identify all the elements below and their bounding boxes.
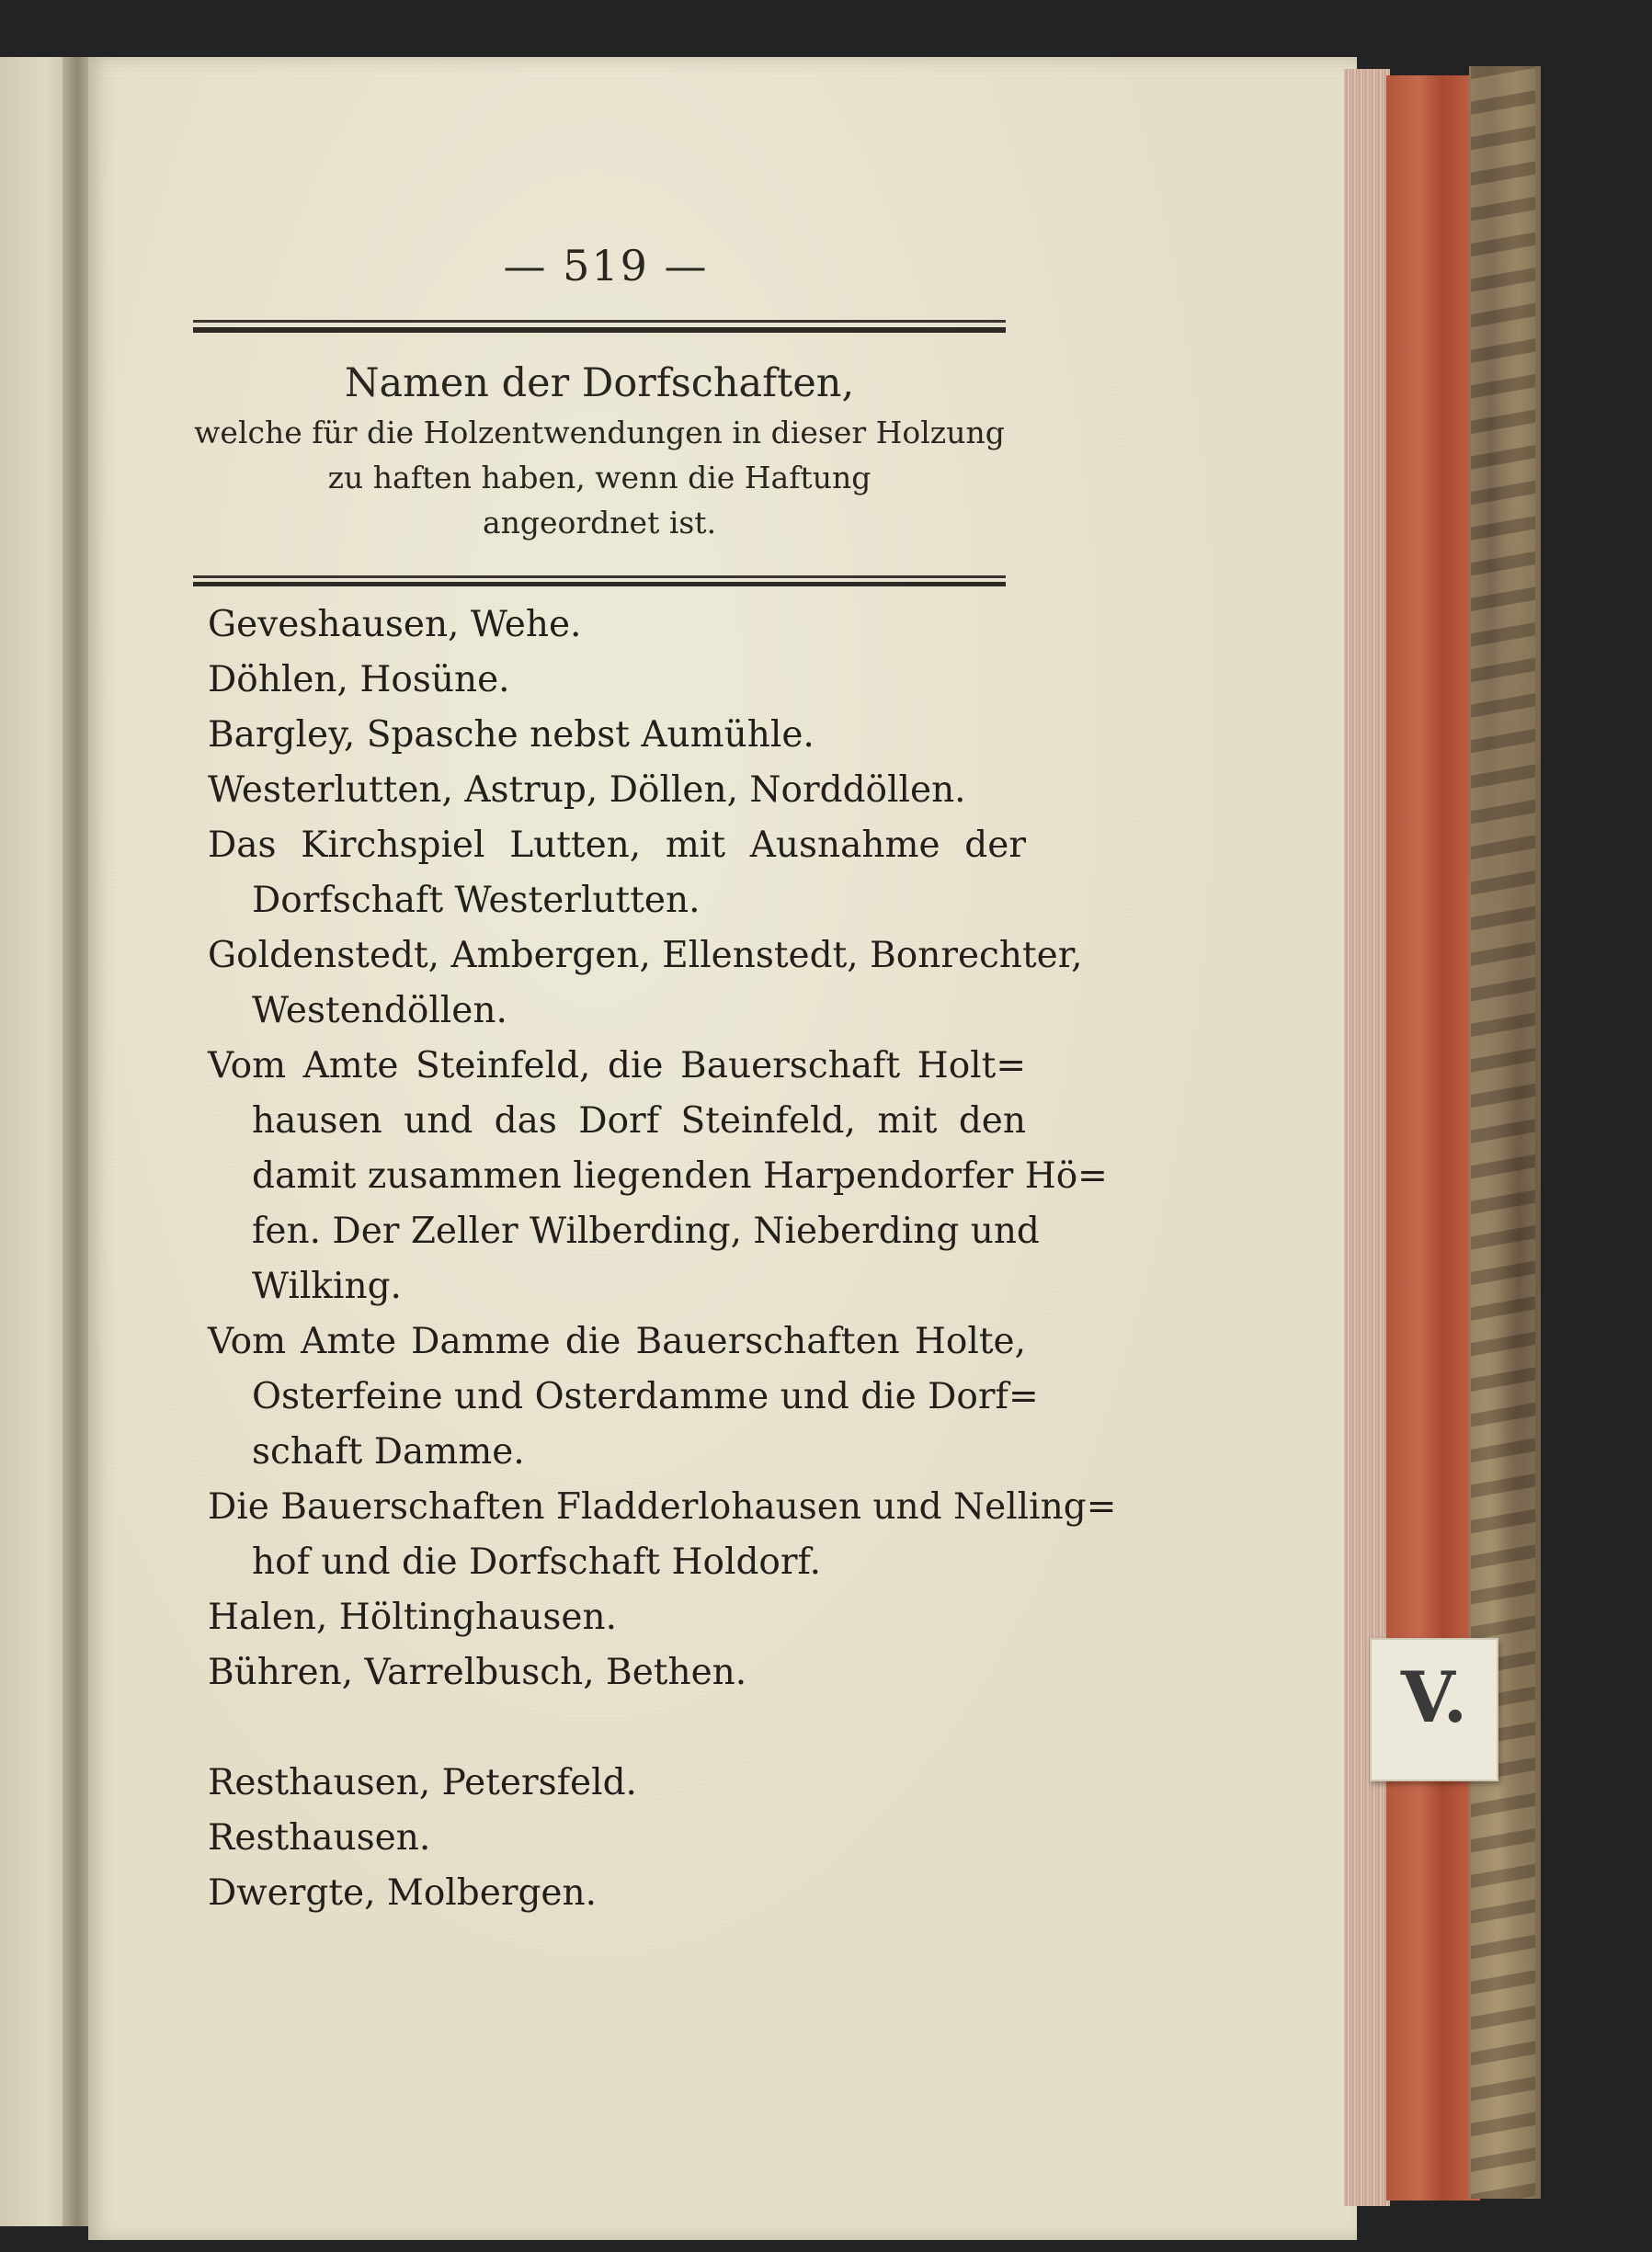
entry-line: schaft Damme. bbox=[252, 1431, 525, 1473]
list-item bbox=[208, 653, 1026, 708]
list-item bbox=[208, 597, 1026, 653]
red-page-edge bbox=[1386, 75, 1480, 2201]
list-item bbox=[208, 708, 1026, 763]
subtitle-rule-thick bbox=[193, 582, 1006, 586]
entry-line: Resthausen. bbox=[208, 1817, 431, 1859]
entry-line: Bargley, Spasche nebst Aumühle. bbox=[208, 714, 815, 756]
list-item bbox=[208, 1480, 1117, 1590]
entry-line: Resthausen, Petersfeld. bbox=[208, 1762, 637, 1803]
list-item bbox=[208, 1866, 1026, 1921]
page-number-header: — 519 — bbox=[503, 241, 709, 290]
header-rule-thin bbox=[193, 320, 1006, 323]
list-item bbox=[208, 1314, 1039, 1480]
entry-line: Wilking. bbox=[252, 1266, 402, 1307]
village-list bbox=[208, 597, 1117, 1921]
entry-line: Westendöllen. bbox=[252, 990, 507, 1031]
entry-line: Halen, Höltinghausen. bbox=[208, 1597, 618, 1638]
entry-line: Vom Amte Damme die Bauerschaften Holte, bbox=[208, 1321, 1026, 1362]
list-item bbox=[208, 1039, 1108, 1314]
subtitle-line: welche für die Holzentwendungen in dieser Holzung bbox=[194, 415, 1005, 450]
entry-line: Döhlen, Hosüne. bbox=[208, 659, 510, 700]
marbled-cover-pattern bbox=[1471, 66, 1535, 2199]
index-tab-label: V. bbox=[1400, 1656, 1468, 1738]
entry-line: Bühren, Varrelbusch, Bethen. bbox=[208, 1652, 747, 1693]
entry-line: fen. Der Zeller Wilberding, Nieberding und bbox=[252, 1211, 1040, 1252]
entry-line: hof und die Dorfschaft Holdorf. bbox=[252, 1541, 821, 1583]
entry-line: Vom Amte Steinfeld, die Bauerschaft Holt= bbox=[208, 1045, 1026, 1086]
index-tab[interactable] bbox=[1370, 1638, 1498, 1781]
list-item bbox=[208, 1590, 1026, 1645]
entry-line: Die Bauerschaften Fladderlohausen und Nelling= bbox=[208, 1486, 1117, 1528]
subtitle-line: angeordnet ist. bbox=[482, 505, 717, 540]
entry-line: hausen und das Dorf Steinfeld, mit den bbox=[252, 1100, 1026, 1142]
list-item bbox=[208, 763, 1026, 818]
entry-line: Dwergte, Molbergen. bbox=[208, 1872, 598, 1914]
entry-line: Osterfeine und Osterdamme und die Dorf= bbox=[252, 1376, 1039, 1417]
entry-line: Goldenstedt, Ambergen, Ellenstedt, Bonrechter, bbox=[208, 935, 1083, 976]
table-title: Namen der Dorfschaften, bbox=[344, 360, 855, 406]
list-item bbox=[208, 1645, 1026, 1700]
entry-line: damit zusammen liegenden Harpendorfer Hö= bbox=[252, 1155, 1108, 1197]
list-item bbox=[208, 928, 1083, 1039]
list-gap bbox=[208, 1700, 1026, 1756]
list-item bbox=[208, 1811, 1026, 1866]
subtitle-rule-thin bbox=[193, 575, 1006, 578]
entry-line: Das Kirchspiel Lutten, mit Ausnahme der bbox=[208, 825, 1026, 866]
entry-line: Geveshausen, Wehe. bbox=[208, 604, 582, 645]
page-block-edges bbox=[1344, 69, 1390, 2206]
entry-line: Westerlutten, Astrup, Döllen, Norddöllen. bbox=[208, 769, 966, 811]
header-rule-thick bbox=[193, 327, 1006, 333]
entry-line: Dorfschaft Westerlutten. bbox=[252, 880, 701, 921]
list-item bbox=[208, 1756, 1026, 1811]
table-subtitle bbox=[193, 410, 1006, 545]
subtitle-line: zu haften haben, wenn die Haftung bbox=[327, 460, 872, 495]
list-item bbox=[208, 818, 1026, 928]
